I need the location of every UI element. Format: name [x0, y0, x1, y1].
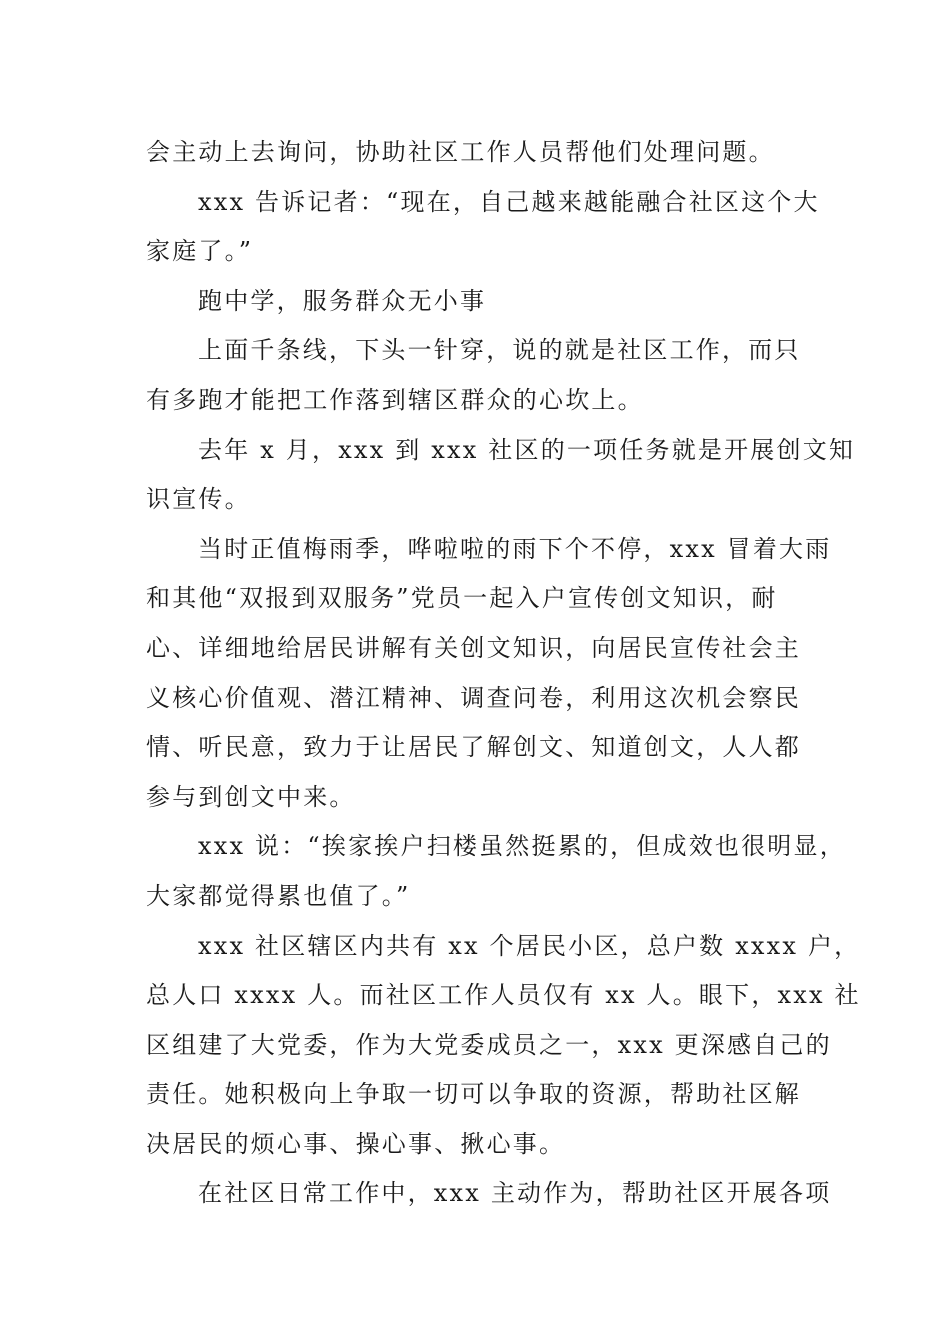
text-line: 心、详细地给居民讲解有关创文知识，向居民宣传社会主	[146, 633, 801, 662]
text-line: 决居民的烦心事、操心事、揪心事。	[146, 1129, 566, 1158]
text-line: 大家都觉得累也值了。”	[146, 881, 411, 910]
text-line: 总人口 xxxx 人。而社区工作人员仅有 xx 人。眼下，xxx 社	[146, 981, 861, 1010]
text-line: 家庭了。”	[146, 237, 254, 266]
text-line: 识宣传。	[146, 485, 251, 514]
text-line: 会主动上去询问，协助社区工作人员帮他们处理问题。	[146, 138, 775, 166]
text-line: 区组建了大党委，作为大党委成员之一，xxx 更深感自己的	[146, 1030, 832, 1059]
text-line: 责任。她积极向上争取一切可以争取的资源，帮助社区解	[146, 1080, 801, 1109]
text-line: 上面千条线，下头一针穿，说的就是社区工作，而只	[198, 336, 801, 365]
article-body	[146, 128, 861, 1219]
text-line: 去年 x 月，xxx 到 xxx 社区的一项任务就是开展创文知	[198, 435, 856, 464]
text-line: 当时正值梅雨季，哗啦啦的雨下个不停，xxx 冒着大雨	[198, 534, 832, 563]
text-line: 和其他“双报到双服务”党员一起入户宣传创文知识，耐	[146, 584, 778, 613]
text-line: xxx 说：“挨家挨户扫楼虽然挺累的，但成效也很明显，	[198, 832, 846, 861]
text-line: 义核心价值观、潜江精神、调查问卷，利用这次机会察民	[146, 683, 801, 712]
text-line: 有多跑才能把工作落到辖区群众的心坎上。	[146, 385, 644, 414]
text-line: 情、听民意，致力于让居民了解创文、知道创文，人人都	[146, 733, 801, 762]
text-line: xxx 社区辖区内共有 xx 个居民小区，总户数 xxxx 户，	[198, 931, 861, 960]
text-line: 参与到创文中来。	[146, 782, 356, 811]
text-line: 在社区日常工作中，xxx 主动作为，帮助社区开展各项	[198, 1179, 832, 1208]
text-line: xxx 告诉记者：“现在，自己越来越能融合社区这个大	[198, 187, 820, 216]
section-heading: 跑中学，服务群众无小事	[198, 286, 487, 315]
